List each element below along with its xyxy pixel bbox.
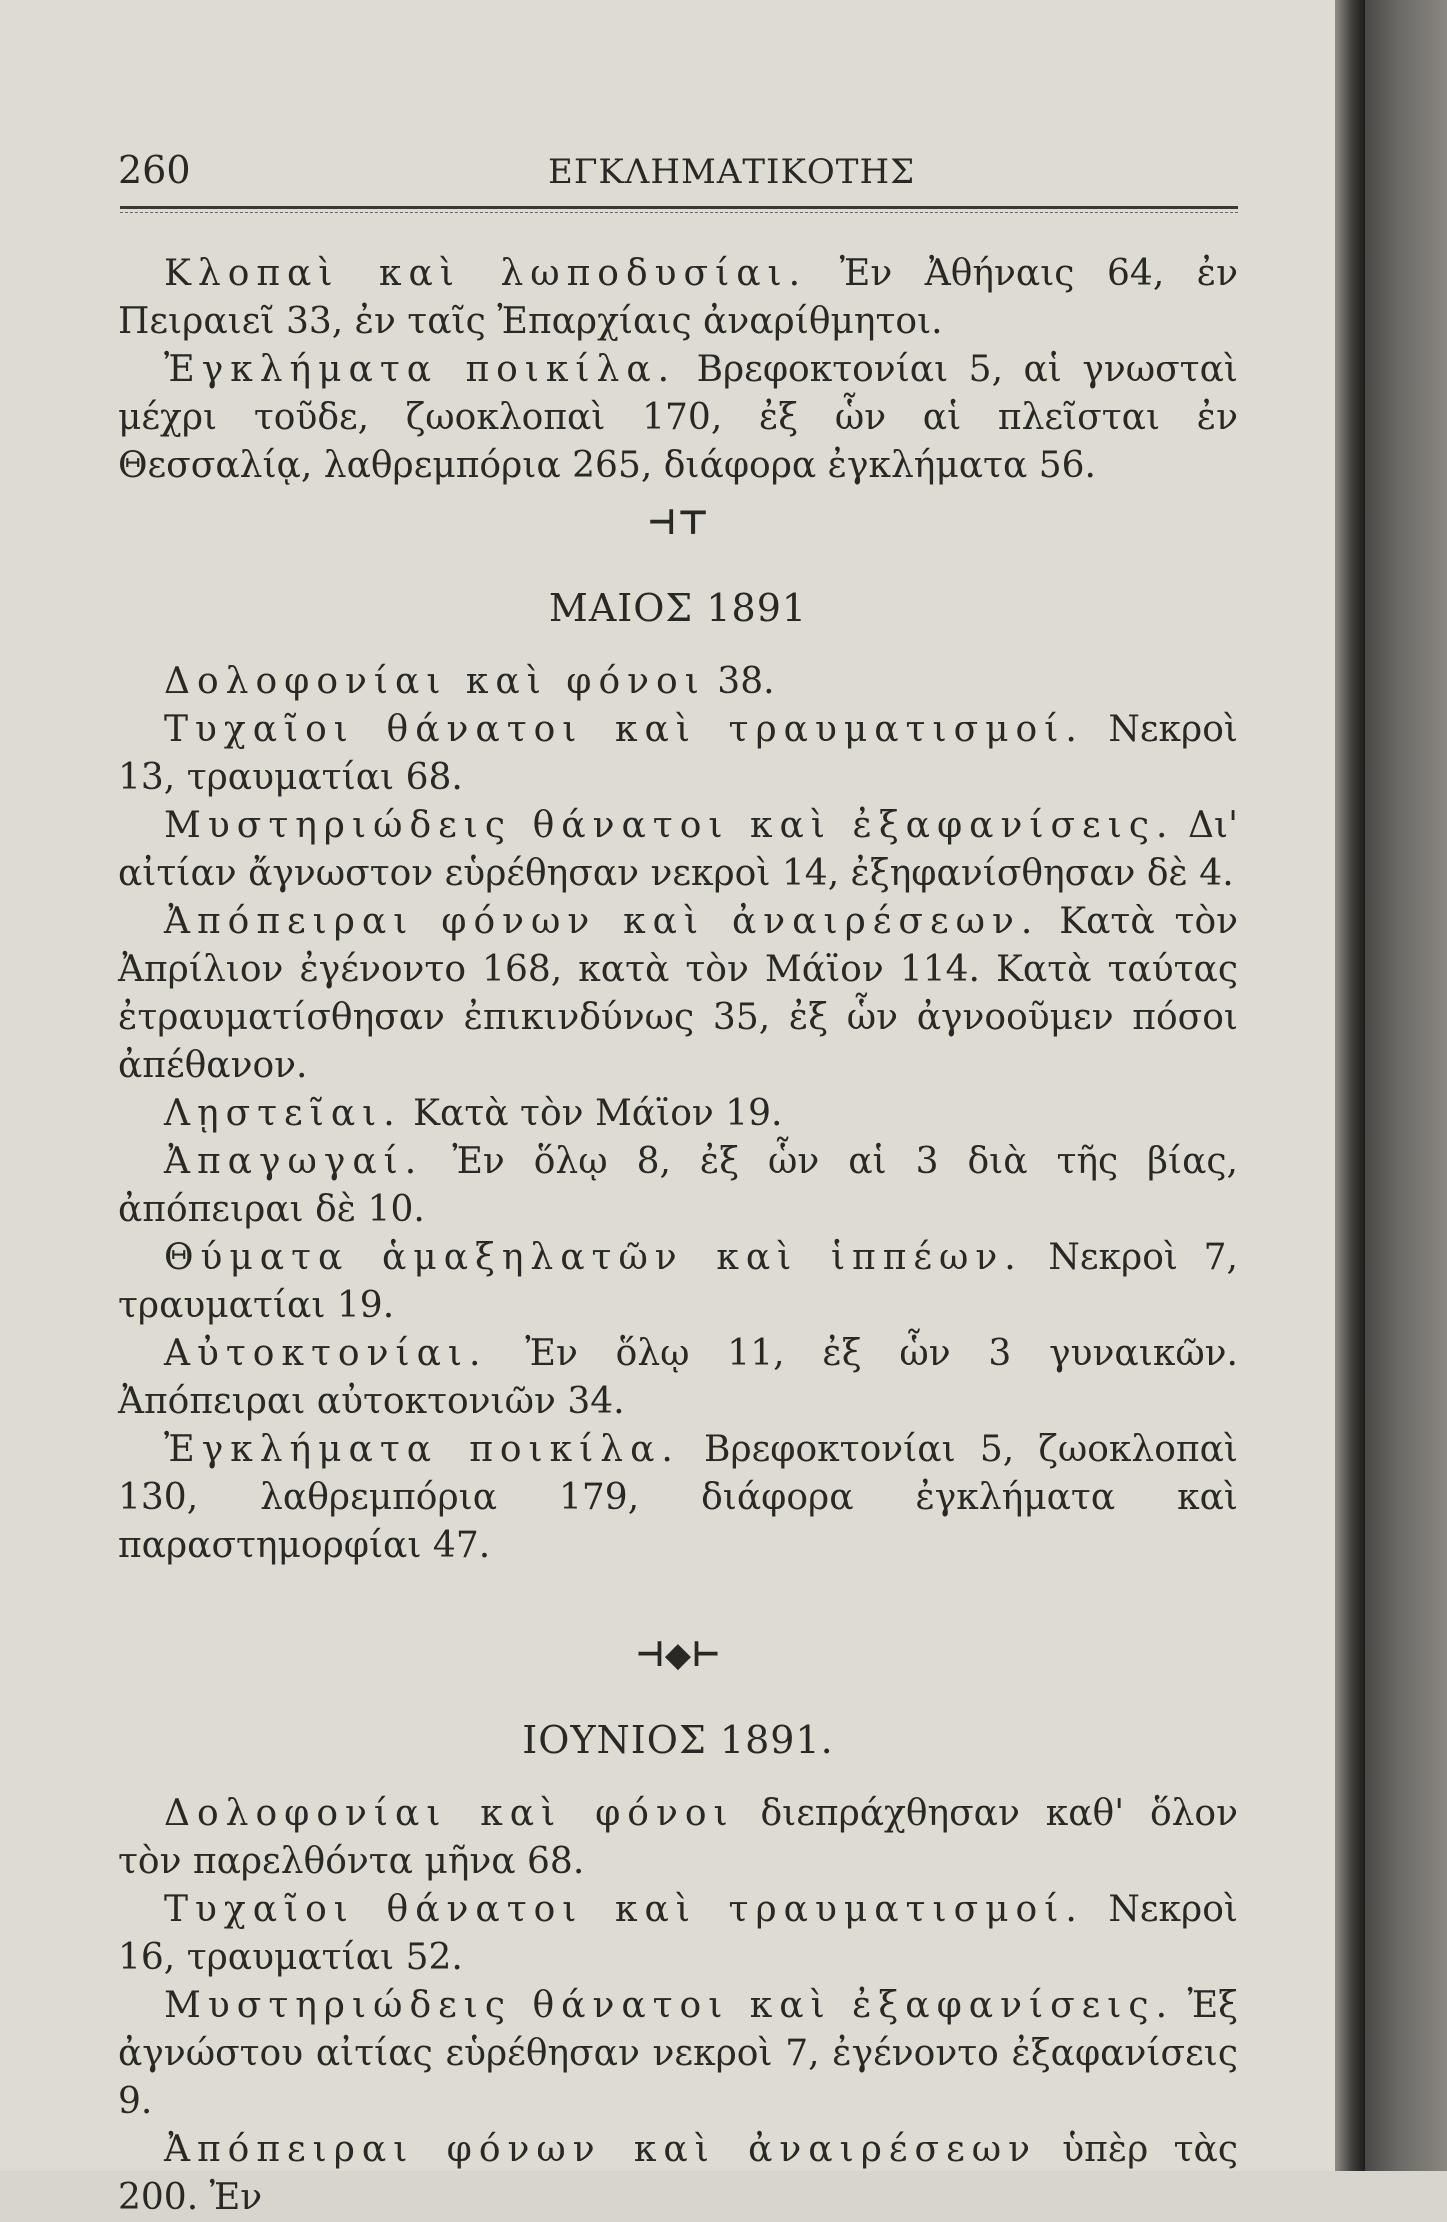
body-text <box>118 250 1238 2222</box>
paragraph-text: Ἐξ ἀγνώστου αἰτίας εὑρέθησαν νεκροὶ 7, ἐγένοντο ἐξαφανίσεις 9. <box>118 1985 1238 2122</box>
paragraph <box>118 1330 1238 1426</box>
paragraph-head: Τυχαῖοι θάνατοι καὶ τραυματισμοί. <box>164 1889 1084 1930</box>
ornament-divider: ⊣◆⊢ <box>634 1635 722 1675</box>
paragraph <box>118 658 1238 706</box>
paragraph-head: Ἀπόπειραι φόνων καὶ ἀναιρέσεων <box>164 2129 1038 2170</box>
paragraph <box>118 1426 1238 1570</box>
paragraph-text: Ἐν ὅλῳ 8, ἐξ ὧν αἱ 3 διὰ τῆς βίας, ἀπόπειραι δὲ 10. <box>118 1141 1238 1230</box>
paragraph-text: Κατὰ τὸν Μάϊον 19. <box>401 1093 783 1134</box>
paragraph <box>118 2126 1238 2222</box>
paragraph-text: Ἐν ὅλῳ 11, ἐξ ὧν 3 γυναικῶν. Ἀπόπειραι αὐτοκτονιῶν 34. <box>118 1333 1238 1422</box>
paragraph-head: Δολοφονίαι καὶ φόνοι <box>164 661 706 702</box>
paragraph <box>118 1090 1238 1138</box>
page-number: 260 <box>118 148 191 192</box>
ornament-divider: ⊣⊤ <box>646 503 710 543</box>
paragraph-text: Νεκροὶ 13, τραυματίαι 68. <box>118 709 1238 798</box>
paragraph <box>118 1138 1238 1234</box>
paragraph <box>118 898 1238 1090</box>
running-title: ΕΓΚΛΗΜΑΤΙΚΟΤΗΣ <box>548 152 916 192</box>
header-rule <box>120 206 1238 209</box>
paragraph <box>118 1886 1238 1982</box>
paragraph-text: Βρεφοκτονίαι 5, αἱ γνωσταὶ μέχρι τοῦδε, ζωοκλοπαὶ 170, ἐξ ὧν αἱ πλεῖσται ἐν Θεσσαλίᾳ, λαθρεμπόρια 265, διάφορα ἐγκλήματα 56. <box>118 349 1238 486</box>
paragraph-text: Βρεφοκτονίαι 5, ζωοκλοπαὶ 130, λαθρεμπόρια 179, διάφορα ἐγκλήματα καὶ παραστημορφίαι 47. <box>118 1429 1238 1566</box>
paragraph-misc-crimes <box>118 346 1238 490</box>
paragraph <box>118 1982 1238 2126</box>
section-title-may: ΜΑΙΟΣ 1891 <box>548 586 808 630</box>
page-edge <box>1365 0 1447 2171</box>
paragraph <box>118 1790 1238 1886</box>
paragraph-head: Ἐγκλήματα ποικίλα. <box>164 349 677 390</box>
paragraph-head: Ἀπόπειραι φόνων καὶ ἀναιρέσεων. <box>164 901 1040 942</box>
section-title-june: ΙΟΥΝΙΟΣ 1891. <box>522 1718 834 1762</box>
paragraph-head: Μυστηριώδεις θάνατοι καὶ ἐξαφανίσεις. <box>164 805 1175 846</box>
paragraph-head: Θύματα ἁμαξηλατῶν καὶ ἱππέων. <box>164 1237 1023 1278</box>
paragraph-head: Μυστηριώδεις θάνατοι καὶ ἐξαφανίσεις. <box>164 1985 1175 2026</box>
page-header <box>118 148 1238 198</box>
paragraph-head: Κλοπαὶ καὶ λωποδυσίαι. <box>164 253 808 294</box>
paragraph-head: Λῃστεῖαι. <box>164 1093 402 1134</box>
paragraph-text: Κατὰ τὸν Ἀπρίλιον ἐγένοντο 168, κατὰ τὸν Μάϊον 114. Κατὰ ταύτας ἐτραυματίσθησαν ἐπικινδύνως 35, ἐξ ὧν ἀγνοοῦμεν πόσοι ἀπέθανον. <box>118 901 1239 1086</box>
paragraph-text: 38. <box>705 661 775 702</box>
paragraph-text: ὑπὲρ τὰς 200. Ἐν <box>118 2129 1238 2218</box>
paragraph-text: Νεκροὶ 16, τραυματίαι 52. <box>118 1889 1238 1978</box>
paragraph-thefts <box>118 250 1238 346</box>
paragraph-head: Ἐγκλήματα ποικίλα. <box>164 1429 680 1470</box>
paragraph-head: Τυχαῖοι θάνατοι καὶ τραυματισμοί. <box>164 709 1084 750</box>
paragraph-text: Νεκροὶ 7, τραυματίαι 19. <box>118 1237 1238 1326</box>
paragraph-head: Δολοφονίαι καὶ φόνοι <box>164 1793 735 1834</box>
paragraph <box>118 1234 1238 1330</box>
paragraph <box>118 802 1238 898</box>
paragraph-text: Ἐν Ἀθήναις 64, ἐν Πειραιεῖ 33, ἐν ταῖς Ἐπαρχίαις ἀναρίθμητοι. <box>118 253 1238 342</box>
paragraph-text: διεπράχθησαν καθ' ὅλον τὸν παρελθόντα μῆνα 68. <box>118 1793 1238 1882</box>
paragraph-head: Ἀπαγωγαί. <box>164 1141 424 1182</box>
book-spine-shadow <box>1335 0 1365 2171</box>
paragraph <box>118 706 1238 802</box>
paragraph-text: Δι' αἰτίαν ἄγνωστον εὑρέθησαν νεκροὶ 14, ἐξηφανίσθησαν δὲ 4. <box>118 805 1238 894</box>
header-rule-dashed <box>120 212 1238 213</box>
paragraph-head: Αὐτοκτονίαι. <box>164 1333 488 1374</box>
